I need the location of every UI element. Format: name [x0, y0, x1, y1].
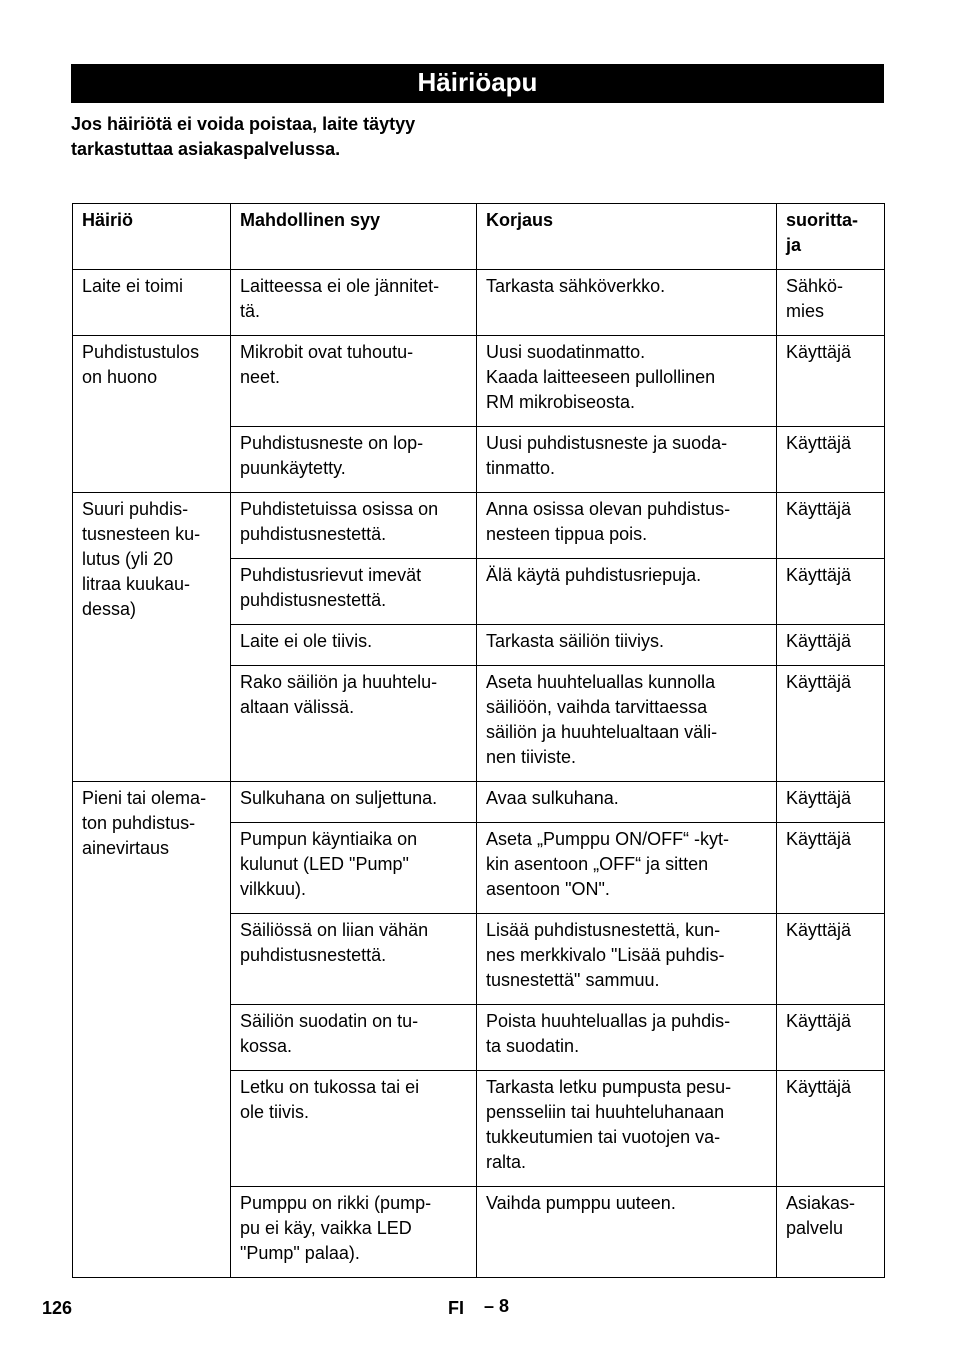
cause-cell: Pumppu on rikki (pump- pu ei käy, vaikka LED "Pump" palaa). — [231, 1187, 477, 1278]
performed-by-cell: Sähkö- mies — [777, 270, 885, 336]
remedy-cell: Lisää puhdistusnestettä, kun- nes merkkivalo "Lisää puhdis- tusnestettä" sammuu. — [477, 914, 777, 1005]
performed-by-cell: Käyttäjä — [777, 336, 885, 427]
header-remedy: Korjaus — [477, 204, 777, 270]
language-code: FI — [448, 1298, 464, 1318]
cause-cell: Laite ei ole tiivis. — [231, 625, 477, 666]
remedy-cell: Vaihda pumppu uuteen. — [477, 1187, 777, 1278]
header-performed-by: suoritta- ja — [777, 204, 885, 270]
intro-text: Jos häiriötä ei voida poistaa, laite täytyy tarkastuttaa asiakaspalvelussa. — [71, 114, 416, 159]
performed-by-cell: Käyttäjä — [777, 427, 885, 493]
remedy-cell: Avaa sulkuhana. — [477, 782, 777, 823]
cause-cell: Sulkuhana on suljettuna. — [231, 782, 477, 823]
remedy-cell: Uusi suodatinmatto. Kaada laitteeseen pullollinen RM mikrobiseosta. — [477, 336, 777, 427]
performed-by-cell: Käyttäjä — [777, 914, 885, 1005]
fault-cell: Suuri puhdis- tusnesteen ku- lutus (yli 20 litraa kuukau- dessa) — [73, 493, 231, 782]
remedy-cell: Aseta „Pumppu ON/OFF“ -kyt- kin asentoon „OFF“ ja sitten asentoon "ON". — [477, 823, 777, 914]
table-body — [73, 270, 885, 1278]
performed-by-cell: Käyttäjä — [777, 782, 885, 823]
table-row — [73, 782, 885, 823]
performed-by-cell: Käyttäjä — [777, 666, 885, 782]
performed-by-cell: Käyttäjä — [777, 1071, 885, 1187]
cause-cell: Laitteessa ei ole jännitet- tä. — [231, 270, 477, 336]
cause-cell: Puhdistusneste on lop- puunkäytetty. — [231, 427, 477, 493]
cause-cell: Säiliössä on liian vähän puhdistusnestettä. — [231, 914, 477, 1005]
page-number: 126 — [42, 1298, 73, 1318]
remedy-cell: Tarkasta sähköverkko. — [477, 270, 777, 336]
performed-by-cell: Käyttäjä — [777, 493, 885, 559]
cause-cell: Letku on tukossa tai ei ole tiivis. — [231, 1071, 477, 1187]
table-row — [73, 270, 885, 336]
remedy-cell: Tarkasta säiliön tiiviys. — [477, 625, 777, 666]
cause-cell: Puhdistetuissa osissa on puhdistusnestettä. — [231, 493, 477, 559]
table-row — [73, 336, 885, 427]
cause-cell: Säiliön suodatin on tu- kossa. — [231, 1005, 477, 1071]
performed-by-cell: Käyttäjä — [777, 1005, 885, 1071]
remedy-cell: Tarkasta letku pumpusta pesu- pensseliin tai huuhteluhanaan tukkeutumien tai vuotojen va- ralta. — [477, 1071, 777, 1187]
performed-by-cell: Käyttäjä — [777, 625, 885, 666]
performed-by-cell: Käyttäjä — [777, 559, 885, 625]
table-header-row — [73, 204, 885, 270]
fault-cell: Pieni tai olema- ton puhdistus- ainevirtaus — [73, 782, 231, 1278]
header-fault: Häiriö — [73, 204, 231, 270]
remedy-cell: Anna osissa olevan puhdistus- nesteen tippua pois. — [477, 493, 777, 559]
sub-page-number: – 8 — [484, 1296, 510, 1316]
cause-cell: Rako säiliön ja huuhtelu- altaan välissä. — [231, 666, 477, 782]
troubleshooting-table — [72, 203, 885, 1278]
cause-cell: Pumpun käyntiaika on kulunut (LED "Pump" vilkkuu). — [231, 823, 477, 914]
remedy-cell: Uusi puhdistusneste ja suoda- tinmatto. — [477, 427, 777, 493]
performed-by-cell: Käyttäjä — [777, 823, 885, 914]
remedy-cell: Aseta huuhteluallas kunnolla säiliöön, vaihda tarvittaessa säiliön ja huuhtelualtaan väli- nen tiiviste. — [477, 666, 777, 782]
page-title: Häiriöapu — [71, 64, 884, 103]
header-cause: Mahdollinen syy — [231, 204, 477, 270]
remedy-cell: Älä käytä puhdistusriepuja. — [477, 559, 777, 625]
remedy-cell: Poista huuhteluallas ja puhdis- ta suodatin. — [477, 1005, 777, 1071]
fault-cell: Laite ei toimi — [73, 270, 231, 336]
table-row — [73, 493, 885, 559]
performed-by-cell: Asiakas- palvelu — [777, 1187, 885, 1278]
cause-cell: Mikrobit ovat tuhoutu- neet. — [231, 336, 477, 427]
fault-cell: Puhdistustulos on huono — [73, 336, 231, 493]
cause-cell: Puhdistusrievut imevät puhdistusnestettä. — [231, 559, 477, 625]
